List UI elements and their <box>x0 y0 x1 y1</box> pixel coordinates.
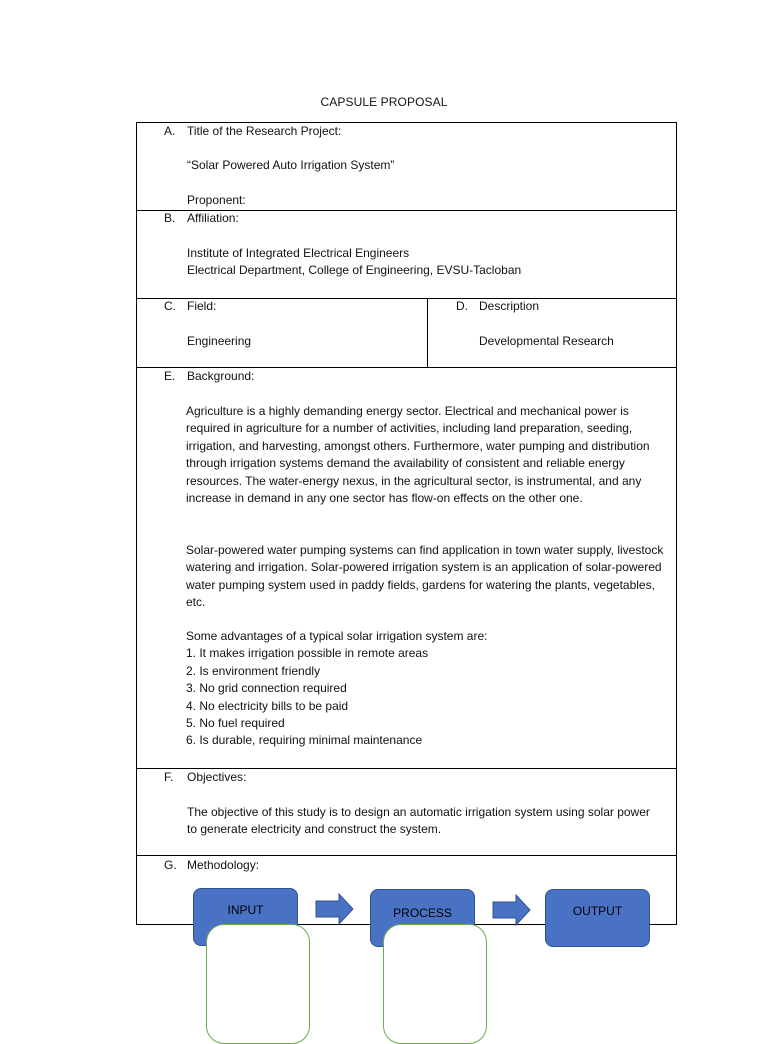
advantages-list <box>186 628 674 750</box>
column-divider <box>427 298 428 368</box>
row-divider <box>136 298 677 299</box>
section-a-letter: A. <box>164 124 176 138</box>
process-label: PROCESS <box>393 906 452 920</box>
affiliation-line-1: Institute of Integrated Electrical Engineers <box>187 246 410 260</box>
section-f-label: Objectives: <box>187 770 247 784</box>
affiliation-line-2: Electrical Department, College of Engineering, EVSU-Tacloban <box>187 263 522 277</box>
list-item: 5. No fuel required <box>186 716 285 731</box>
background-paragraph-2 <box>186 542 674 612</box>
project-title: “Solar Powered Auto Irrigation System” <box>187 158 395 172</box>
list-item: 3. No grid connection required <box>186 681 347 696</box>
background-text-1: Agriculture is a highly demanding energy sector. Electrical and mechanical power is required in agriculture for a number of activities, including land preparation, seeding, irrigation, and harvesting, amongst others. Furthermore, water pumping and distribution through irrigation systems demand the availability of consistent and reliable energy resources. The water-energy nexus, in the agricultural sector, is instrumental, and any increase in demand in any one sector has flow-on effects on the other one. <box>186 404 650 506</box>
list-item: 4. No electricity bills to be paid <box>186 698 349 713</box>
input-detail-box <box>206 924 310 1044</box>
output-box <box>545 889 650 947</box>
section-b-letter: B. <box>164 211 176 225</box>
proponent-label: Proponent: <box>187 193 246 207</box>
section-f-letter: F. <box>164 770 174 784</box>
section-c-label: Field: <box>187 299 217 313</box>
field-value: Engineering <box>187 334 252 348</box>
input-label: INPUT <box>227 903 264 917</box>
objectives-paragraph <box>187 804 657 839</box>
section-c-letter: C. <box>164 299 176 313</box>
row-divider <box>136 855 677 856</box>
section-b-label: Affiliation: <box>187 211 239 225</box>
list-item: 1. It makes irrigation possible in remote areas <box>186 646 429 661</box>
section-g-letter: G. <box>164 858 177 872</box>
section-e-letter: E. <box>164 369 176 383</box>
list-item: 6. Is durable, requiring minimal maintenance <box>186 733 423 748</box>
section-e-label: Background: <box>187 369 255 383</box>
description-value: Developmental Research <box>479 334 614 348</box>
background-paragraph-1 <box>186 403 674 507</box>
objectives-text: The objective of this study is to design an automatic irrigation system using solar power to generate electricity and construct the system. <box>187 805 650 837</box>
document-title: CAPSULE PROPOSAL <box>320 95 448 109</box>
section-a-label: Title of the Research Project: <box>187 124 342 138</box>
section-d-label: Description <box>479 299 540 313</box>
section-g-label: Methodology: <box>187 858 260 872</box>
advantages-intro: Some advantages of a typical solar irrigation system are: <box>186 629 488 643</box>
process-detail-box <box>383 924 487 1044</box>
background-text-2: Solar-powered water pumping systems can find application in town water supply, livestock watering and irrigation. Solar-powered irrigation system is an application of solar-powered water pumping system used in paddy fields, gardens for watering the plants, vegetables, etc. <box>186 543 664 610</box>
section-d-letter: D. <box>456 299 468 313</box>
right-arrow-icon <box>492 894 532 926</box>
right-arrow-icon <box>315 893 355 925</box>
list-item: 2. Is environment friendly <box>186 663 321 678</box>
output-label: OUTPUT <box>572 904 623 918</box>
